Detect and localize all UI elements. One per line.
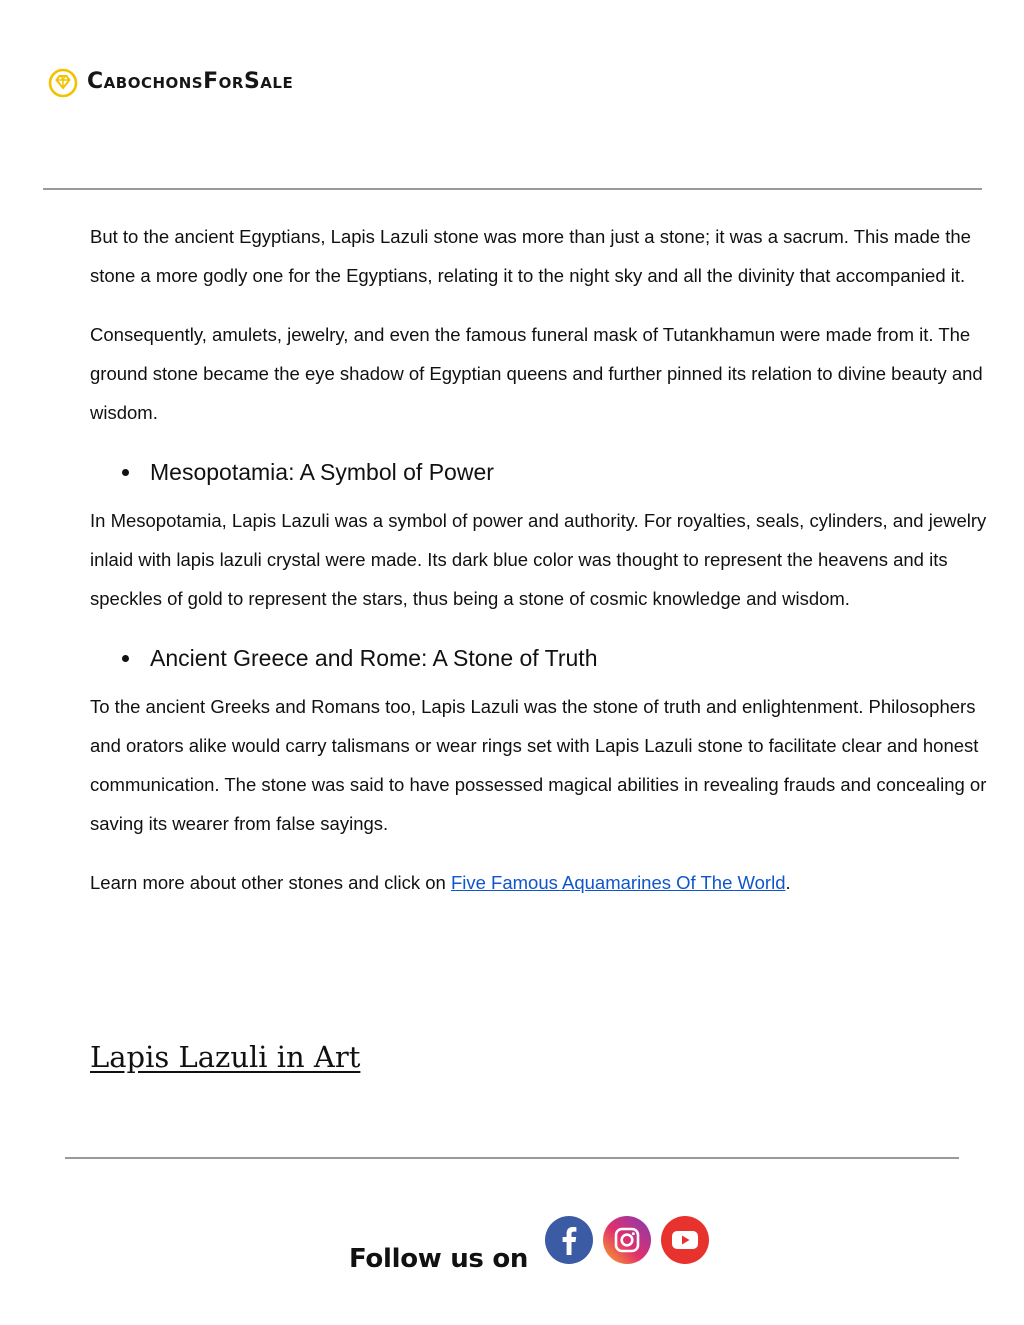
brand-logo[interactable] [48,66,293,98]
learn-more-paragraph [90,863,1002,902]
article-body [90,217,1002,922]
bullet-mesopotamia [90,457,1002,487]
facebook-icon[interactable] [544,1215,594,1265]
header-divider [43,188,982,190]
article-paragraph: To the ancient Greeks and Romans too, Lapis Lazuli was the stone of truth and enlightenment. Philosophers and orators alike would carry talismans or wear rings set with Lapis Lazuli stone to facilitate clear and honest communication. The stone was said to have possessed magical abilities in revealing frauds and concealing or saving its wearer from false sayings. [90,696,987,834]
learn-more-suffix: . [785,872,791,893]
follow-us-bar [349,1215,718,1274]
bullet-label: Mesopotamia: A Symbol of Power [150,459,494,485]
youtube-icon[interactable] [660,1215,710,1265]
diamond-ring-icon [48,66,78,98]
section-heading: Lapis Lazuli in Art [90,1040,361,1074]
aquamarines-link[interactable]: Five Famous Aquamarines Of The World [450,872,786,893]
article-paragraph: In Mesopotamia, Lapis Lazuli was a symbol of power and authority. For royalties, seals, cylinders, and jewelry inlaid with lapis lazuli crystal were made. Its dark blue color was thought to represent the heavens and its speckles of gold to represent the stars, thus being a stone of cosmic knowledge and wisdom. [90,510,987,609]
brand-name: CabochonsForSale [87,69,294,94]
learn-more-prefix: Learn more about other stones and click on [90,872,451,893]
bullet-greece-rome [90,643,1002,673]
follow-us-label: Follow us on [349,1244,529,1274]
bullet-dot [122,655,129,662]
article-paragraph: Consequently, amulets, jewelry, and even the famous funeral mask of Tutankhamun were made from it. The ground stone became the eye shadow of Egyptian queens and further pinned its relation to divine beauty and wisdom. [90,324,983,423]
bullet-label: Ancient Greece and Rome: A Stone of Truth [150,645,598,671]
bullet-dot [122,469,129,476]
footer-divider [65,1157,959,1159]
article-paragraph: But to the ancient Egyptians, Lapis Lazuli stone was more than just a stone; it was a sacrum. This made the stone a more godly one for the Egyptians, relating it to the night sky and all the divinity that accompanied it. [90,226,971,286]
instagram-icon[interactable] [602,1215,652,1265]
